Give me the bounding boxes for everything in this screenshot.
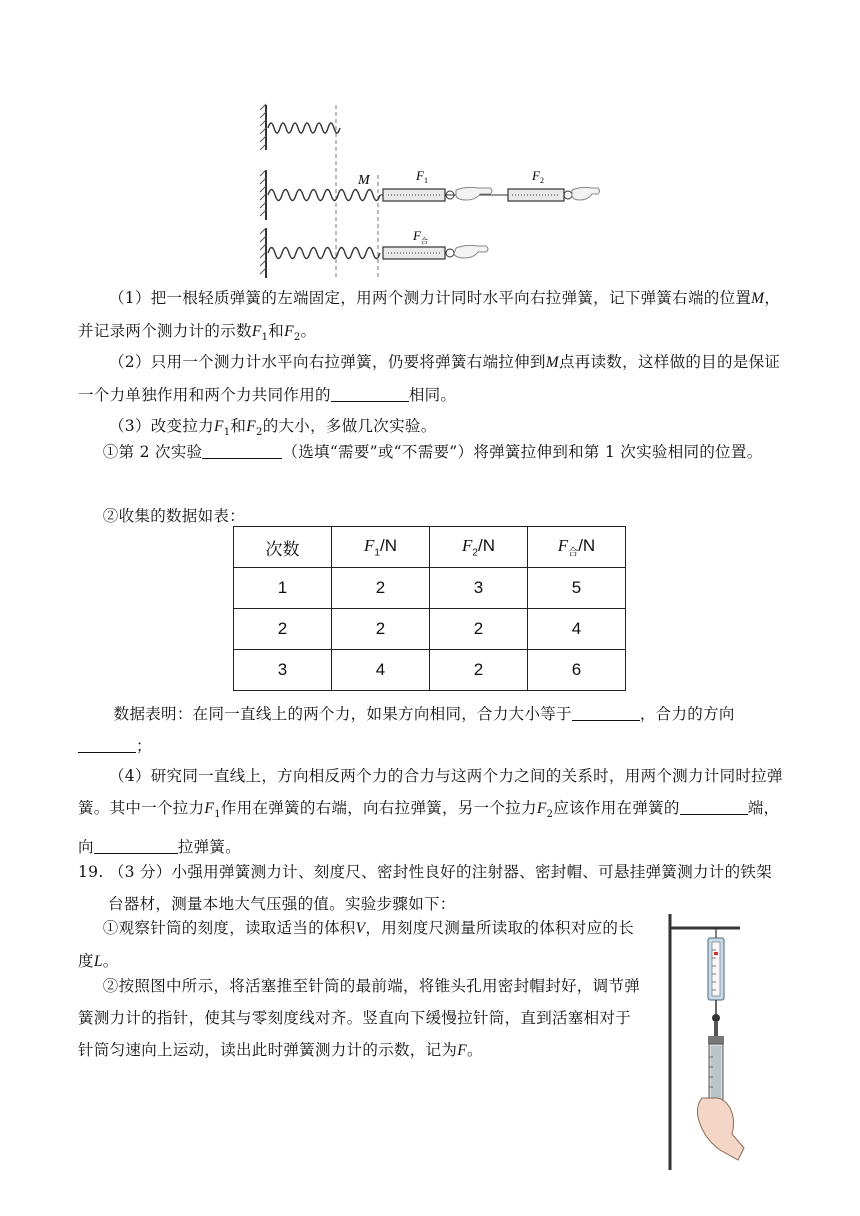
table-cell: 4 bbox=[528, 609, 626, 650]
answer-blank[interactable] bbox=[331, 383, 409, 402]
force-meter-fhe bbox=[383, 247, 445, 259]
table-header-cell: $F_1/N$ bbox=[332, 527, 430, 568]
label-M: M bbox=[358, 173, 370, 188]
syringe-stand-figure bbox=[654, 912, 749, 1172]
step-1-text: ①观察针筒的刻度，读取适当的体积V，用刻度尺测量所读取的体积对应的长度L。 bbox=[78, 919, 634, 970]
label-F1: F bbox=[416, 168, 424, 183]
sub-question-1: ①第 2 次实验 （选填“需要”或“不需要”）将弹簧拉伸到和第 1 次实验相同的位置。 bbox=[78, 436, 784, 468]
part-3-text: （3）改变拉力$F_1$和$F_2$的大小，多做几次实验。 bbox=[109, 417, 437, 439]
spring-experiment-figure bbox=[258, 100, 603, 280]
table-cell: 1 bbox=[234, 568, 332, 609]
spring-stretched-2 bbox=[268, 248, 380, 259]
hand-icon bbox=[697, 1098, 744, 1160]
table-cell: 2 bbox=[332, 568, 430, 609]
table-cell: 4 bbox=[332, 650, 430, 691]
question-19-intro: 19. （3 分）小强用弹簧测力计、刻度尺、密封性良好的注射器、密封帽、可悬挂弹簧测力计的铁架台器材，测量本地大气压强的值。实验步骤如下： bbox=[78, 863, 772, 913]
table-cell: 2 bbox=[430, 650, 528, 691]
table-cell: 3 bbox=[234, 650, 332, 691]
step-2-text: ②按照图中所示，将活塞推至针筒的最前端，将锥头孔用密封帽封好，调节弹簧测力计的指针，使其与零刻度线对齐。竖直向下缓慢拉针筒，直到活塞相对于针筒匀速向上运动，读出此时弹簧测力计的示数，记为F。 bbox=[78, 977, 640, 1059]
svg-text:合: 合 bbox=[421, 237, 428, 245]
table-cell: 2 bbox=[234, 609, 332, 650]
table-row bbox=[234, 609, 626, 650]
table-cell: 2 bbox=[332, 609, 430, 650]
part-1-text: （1）把一根轻质弹簧的左端固定，用两个测力计同时水平向右拉弹簧，记下弹簧右端的位置M，并记录两个测力计的示数$F_1$和$F_2$。 bbox=[78, 289, 781, 344]
label-F2: F bbox=[532, 168, 540, 183]
answer-blank[interactable] bbox=[680, 796, 748, 815]
hand-icon bbox=[454, 245, 488, 258]
answer-blank[interactable] bbox=[94, 835, 178, 854]
label-Fhe: F bbox=[413, 228, 421, 243]
part-2-text: （2）只用一个测力计水平向右拉弹簧，仍要将弹簧右端拉伸到M点再读数，这样做的目的是保证一个力单独作用和两个力共同作用的 相同。 bbox=[78, 353, 781, 404]
spring-stretched-1 bbox=[268, 190, 380, 201]
table-cell: 2 bbox=[430, 609, 528, 650]
sub-question-2: ②收集的数据如表： bbox=[102, 507, 245, 525]
force-meter-f1 bbox=[383, 189, 445, 201]
table-cell: 5 bbox=[528, 568, 626, 609]
table-row bbox=[234, 650, 626, 691]
table-header-cell: 次数 bbox=[234, 527, 332, 568]
data-table bbox=[233, 526, 626, 691]
table-cell: 6 bbox=[528, 650, 626, 691]
part-4-text: （4）研究同一直线上，方向相反两个力的合力与这两个力之间的关系时，用两个测力计同时拉弹簧。其中一个拉力$F_1$作用在弹簧的右端，向右拉弹簧，另一个拉力$F_2$应该作用在弹簧的 端，向 拉弹簧。 bbox=[78, 767, 783, 857]
answer-blank[interactable] bbox=[202, 440, 282, 459]
conclusion-text: 数据表明：在同一直线上的两个力，如果方向相同，合力大小等于 ，合力的方向； bbox=[78, 698, 784, 762]
hand-icon bbox=[572, 187, 600, 200]
answer-blank[interactable] bbox=[572, 702, 640, 721]
answer-blank[interactable] bbox=[78, 734, 136, 753]
table-cell: 3 bbox=[430, 568, 528, 609]
svg-text:2: 2 bbox=[540, 176, 544, 185]
hand-icon bbox=[456, 187, 492, 200]
svg-text:1: 1 bbox=[424, 176, 428, 185]
question-number: 19. bbox=[78, 863, 104, 881]
table-header-row bbox=[234, 527, 626, 568]
table-row bbox=[234, 568, 626, 609]
table-header-cell: $F_合/N$ bbox=[528, 527, 626, 568]
table-header-cell: $F_2/N$ bbox=[430, 527, 528, 568]
spring-relaxed bbox=[268, 123, 340, 133]
spring-scale-icon bbox=[708, 938, 724, 1000]
